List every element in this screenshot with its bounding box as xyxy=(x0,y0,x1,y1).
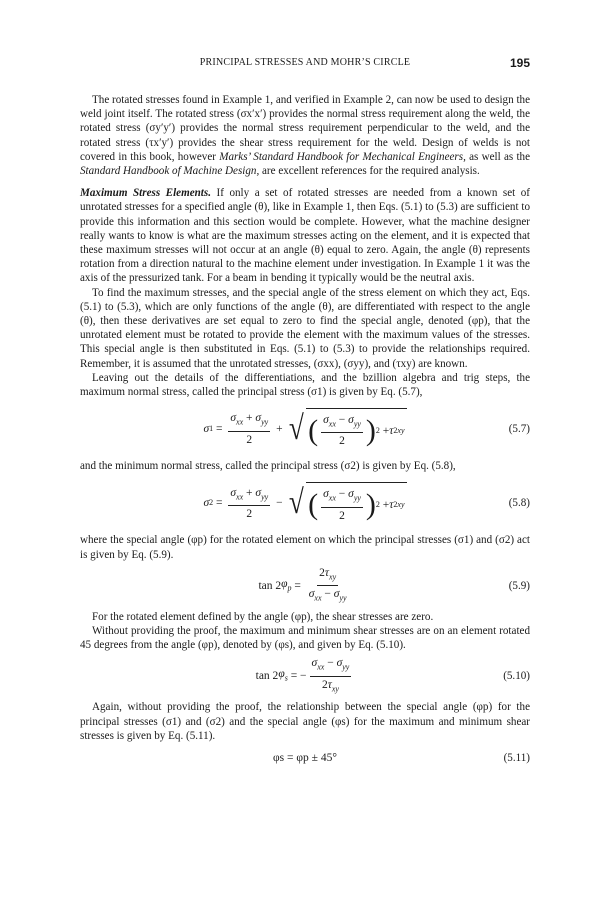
page-body xyxy=(80,93,530,773)
paragraph-differentiation: To find the maximum stresses, and the special angle of the stress element on which they act, Eqs. (5.1) to (5.3), which are only functions of the angle (θ), are differentiated with respect to the angle (θ), then these derivatives are set equal to zero to find the special angle, denoted (φp), that the unrotated element must be rotated to provide the element with the maximum values of the stresses. This special angle is then substituted in Eqs. (5.1) to (5.3) to provide the relationships required. Remember, it is assumed that the unrotated stresses, (σxx), (σyy), and (τxy) are known. xyxy=(80,286,530,370)
equation-5-10: tan 2 $\varphi_s$ = − $\frac{\sigma_{xx} - \sigma_{yy}}{2\tau_{xy}}$ (5.10) xyxy=(255,657,530,694)
equation-5-11-expression: φs = φp ± 45° xyxy=(273,751,337,764)
equation-number-5-9: (5.9) xyxy=(508,579,530,592)
paragraph-principal-intro: Leaving out the details of the differentiations, and the bzillion algebra and trig steps, the maximum normal stress, called the principal stress (σ1) is given by Eq. (5.7), xyxy=(80,371,530,399)
equation-number-5-10: (5.10) xyxy=(503,670,530,683)
equation-number-5-11: (5.11) xyxy=(503,751,530,764)
equation-5-7: σ 1 = $\frac{\sigma_{xx} + \sigma_{yy}}{2}$ + √ ( $\frac{\sigma_{xx} - \sigma_{yy}}{2}$ ) 2 + τ 2 xy (5.7) xyxy=(80,403,530,455)
running-title: PRINCIPAL STRESSES AND MOHR’S CIRCLE xyxy=(199,57,411,68)
equation-5-11 xyxy=(80,747,530,769)
paragraph-minimum-stress: and the minimum normal stress, called the principal stress (σ2) is given by Eq. (5.8), xyxy=(80,460,456,473)
paragraph-max-shear: Without providing the proof, the maximum and minimum shear stresses are on an element rotated 45 degrees from the angle (φp), denoted by (φs), and given by Eq. (5.10). xyxy=(80,625,530,652)
paragraph-zero-shear: For the rotated element defined by the angle (φp), the shear stresses are zero. xyxy=(92,610,434,623)
paragraph-weld-design: The rotated stresses found in Example 1, and verified in Example 2, can now be used to design the weld joint itself. The rotated stress (σx′x′) provides the normal stress requirement along the weld, the rotated stress (σy′y′) provides the normal stress requirement perpendicular to the weld, and the rotated stress (τx′y′) provides the shear stress requirement for the weld. Design of welds is not covered in this book, however Marks’ Standard Handbook for Mechanical Engineers, as well as the Standard Handbook of Machine Design, are excellent references for the required analysis. xyxy=(80,94,530,178)
page-number: 195 xyxy=(509,56,530,70)
paragraph-angle-relationship: Again, without providing the proof, the relationship between the special angle (φp) for the principal stresses (σ1) and (σ2) and the special angle (φs) for the maximum and minimum shear stresses is given by Eq. (5.11). xyxy=(80,701,530,742)
section-title: Maximum Stress Elements. xyxy=(80,187,211,200)
equation-number-5-8: (5.8) xyxy=(508,497,530,510)
running-header xyxy=(80,57,530,73)
equation-5-9: tan 2 $\varphi_p$ = $\frac{2\tau_{xy}}{\sigma_{xx} - \sigma_{yy}}$ (5.9) xyxy=(258,566,530,603)
paragraph-special-angle: where the special angle (φp) for the rotated element on which the principal stresses (σ1) and (σ2) act is given by Eq. (5.9). xyxy=(80,534,530,561)
equation-number-5-7: (5.7) xyxy=(508,423,530,436)
paragraph-maximum-stress-elements: Maximum Stress Elements. If only a set of rotated stresses are needed from a known set of unrotated stresses for a specified angle (θ), like in Example 1, then Eqs. (5.1) to (5.3) are sufficient to provide this information and this section would be complete. However, what the machine designer really wants to know is what are the maximum stresses acting on the element, and it is expected that these maximum stresses will not occur at an angle (θ) equal to zero. Again, the angle (θ) represents rotation from a direction natural to the machine element under investigation. In Example 1 it was the axis of the pressurized tank. For a beam in bending it typically would be the neutral axis. xyxy=(80,187,531,285)
equation-5-8: σ 2 = $\frac{\sigma_{xx} + \sigma_{yy}}{2}$ − √ ( $\frac{\sigma_{xx} - \sigma_{yy}}{2}$ ) 2 + τ 2 xy (5.8) xyxy=(80,477,530,529)
